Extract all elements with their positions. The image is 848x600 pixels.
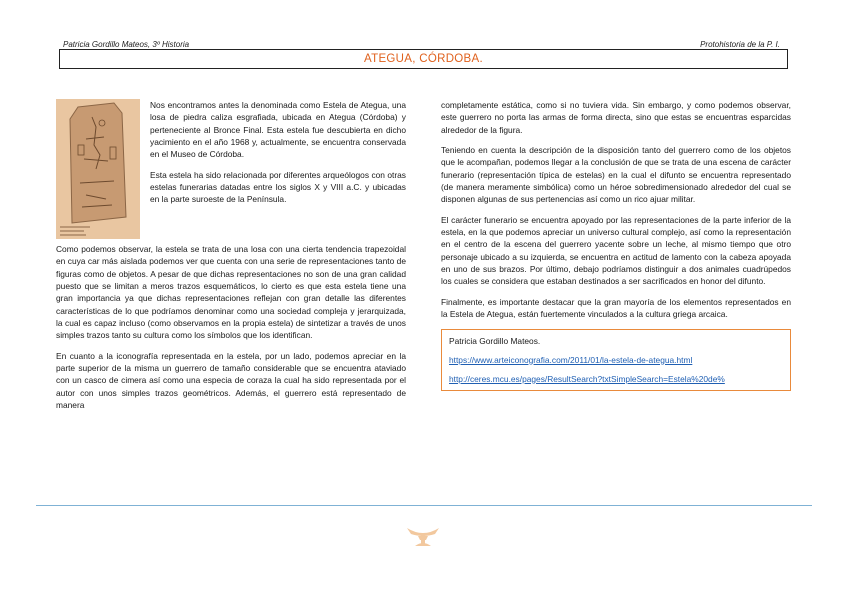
left-paragraph-3: Como podemos observar, la estela se trata de una losa con una cierta tendencia trapezoidal en cuya car más aislada podemos ver que cuenta con una serie de representaciones tanto de figuras como de objetos. A pesar de que dichas representaciones no son de una gran calidad puesto que se limitan a meros trazos esquemáticos, lo cierto es que esta estela tiene una gran importancia ya que dichas representaciones reflejan con gran detalle las diferentes características de lo que podríamos denominar como una sociedad compleja y jerarquizada, la cual es capaz incluso (como observamos en la propia estela) de sintetizar a través de unos simples trazos tanto su cultura como los símbolos que los identifican.: [56, 244, 406, 341]
right-paragraph-4: Finalmente, es importante destacar que la gran mayoría de los elementos representados en la Estela de Ategua, están fuertemente vinculados a la cultura griega arcaica.: [441, 296, 791, 320]
left-column: [56, 99, 406, 419]
left-paragraph-2: Esta estela ha sido relacionada por diferentes arqueólogos con otras estelas funerarias datadas entre los siglos X y VIII a.C. y ubicadas en la parte suroeste de la Península.: [150, 169, 406, 205]
ornament-icon: [405, 524, 441, 550]
reference-author: Patricia Gordillo Mateos.: [449, 335, 541, 346]
stele-image: [56, 99, 140, 239]
left-paragraph-4: En cuanto a la iconografía representada en la estela, por un lado, podemos apreciar en la parte superior de la misma un guerrero de tamaño considerable que se encuentra ataviado con un casco de cimera así como una especia de coraza la cual ha sido representada por el autor con unos simples trazos geométricos. Además, el guerrero está representado de manera: [56, 350, 406, 411]
reference-link-2[interactable]: http://ceres.mcu.es/pages/ResultSearch?txtSimpleSearch=Estela%20de%: [449, 373, 725, 384]
references-box: [441, 329, 791, 391]
left-paragraph-1: Nos encontramos antes la denominada como Estela de Ategua, una losa de piedra caliza esgrafiada, ubicada en Ategua (Córdoba) y perteneciente al Bronce Final. Esta estela fue descubierta en dicho yacimiento en el año 1968 y, actualmente, se encuentra conservada en el Museo de Córdoba.: [150, 100, 406, 160]
right-paragraph-3: El carácter funerario se encuentra apoyado por las representaciones de la parte inferior de la estela, en la que podemos apreciar un universo cultural complejo, así como la representación en el centro de la escena del guerrero yacente sobre un leche, al mismo tiempo que otro personaje ubicado a su izquierda, se encuentra en actitud de lamento con la cabeza apoyada en uno de sus brazos. Por último, debajo podríamos distinguir a dos animales cuadrúpedos los cuales se considera que estaban destinados a ser sacrificados en honor del difunto.: [441, 214, 791, 287]
right-column: [441, 99, 791, 391]
header-course: Protohistoria de la P. I.: [700, 40, 780, 49]
reference-link-1[interactable]: https://www.arteiconografia.com/2011/01/la-estela-de-ategua.html: [449, 354, 693, 365]
header-author: Patricia Gordillo Mateos, 3º Historia: [63, 40, 190, 49]
footer-rule: [36, 505, 812, 506]
page-title: ATEGUA, CÓRDOBA.: [59, 49, 788, 69]
right-paragraph-1: completamente estática, como si no tuviera vida. Sin embargo, y como podemos observar, este guerrero no porta las armas de forma directa, sino que estas se encuentras esparcidas alrededor de la figura.: [441, 100, 791, 135]
right-paragraph-2: Teniendo en cuenta la descripción de la disposición tanto del guerrero como de los objetos que le acompañan, podemos llegar a la conclusión de que se trata de una escena de carácter funerario (representación típica de estelas) en la cual el difunto se encuentra representado (de manera meramente simbólica) como un héroe sobredimensionado alrededor del cual se disponen algunas de sus pertenencias así como un rico ajuar militar.: [441, 145, 791, 205]
